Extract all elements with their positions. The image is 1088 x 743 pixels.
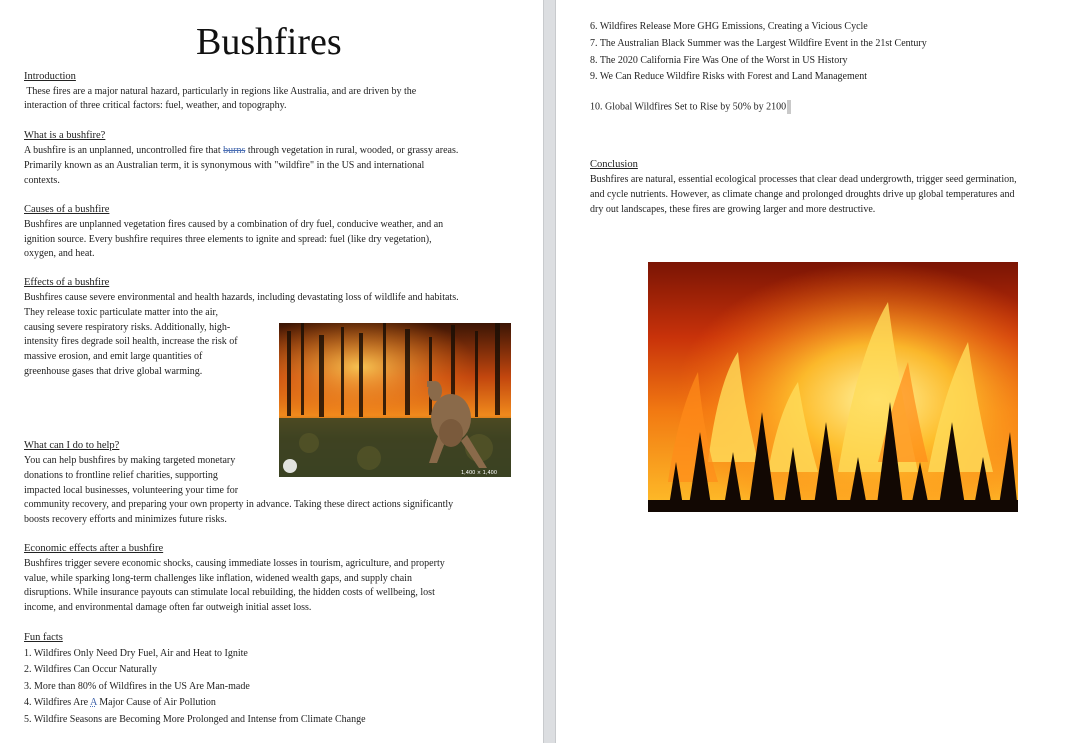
what-line-1[interactable] — [24, 144, 458, 159]
intro-line-1[interactable]: These fires are a major natural hazard, particularly in regions like Australia, and are driven by the — [24, 86, 417, 97]
fun-fact-10-text: 10. Global Wildfires Set to Rise by 50% by 2100 — [590, 101, 787, 113]
forest-fire-illustration — [648, 262, 1018, 512]
effects-line-2[interactable]: They release toxic particulate matter into the air, — [24, 307, 218, 318]
spelling-mark-burns[interactable]: burns — [223, 145, 246, 156]
help-line-2[interactable]: donations to frontline relief charities, supporting — [24, 470, 218, 481]
fun-fact-4-end: Major Cause of Air Pollution — [96, 697, 216, 708]
text-cursor — [787, 100, 791, 114]
help-line-4[interactable]: community recovery, and preparing your own property in advance. Taking these direct actions significantly — [24, 499, 454, 510]
fun-fact-6[interactable]: 6. Wildfires Release More GHG Emissions, Creating a Vicious Cycle — [590, 21, 868, 32]
causes-line-2[interactable]: ignition source. Every bushfire requires three elements to ignite and spread: fuel (like dry vegetation), — [24, 234, 432, 245]
economic-line-4[interactable]: income, and environmental damage often far outweigh initial asset loss. — [24, 602, 312, 613]
forest-fire-image[interactable] — [648, 262, 1018, 512]
intro-line-2[interactable]: interaction of three critical factors: fuel, weather, and topography. — [24, 100, 287, 111]
economic-line-2[interactable]: value, while sparking long-term challenges like inflation, widened wealth gaps, and supply chain — [24, 573, 412, 584]
page-gutter — [543, 0, 556, 743]
conclusion-line-1[interactable]: Bushfires are natural, essential ecological processes that clear dead undergrowth, trigger seed germination, — [590, 174, 1017, 185]
fun-fact-4-start: 4. Wildfires Are — [24, 697, 91, 708]
heading-what-is-a-bushfire[interactable]: What is a bushfire? — [24, 130, 106, 141]
economic-line-3[interactable]: disruptions. While insurance payouts can stimulate local rebuilding, the hidden costs of wellbeing, lost — [24, 587, 435, 598]
fun-fact-10[interactable] — [590, 100, 791, 114]
effects-line-5[interactable]: massive erosion, and emit large quantities of — [24, 351, 203, 362]
fun-fact-3[interactable]: 3. More than 80% of Wildfires in the US Are Man-made — [24, 681, 250, 692]
conclusion-line-2[interactable]: and cycle nutrients. However, as climate change and prolonged droughts drive up global temperatures and — [590, 189, 1015, 200]
causes-line-1[interactable]: Bushfires are unplanned vegetation fires caused by a combination of dry fuel, conducive weather, and an — [24, 219, 444, 230]
fun-fact-1[interactable]: 1. Wildfires Only Need Dry Fuel, Air and Heat to Ignite — [24, 648, 248, 659]
fun-fact-9[interactable]: 9. We Can Reduce Wildfire Risks with Forest and Land Management — [590, 71, 867, 82]
fun-fact-8[interactable]: 8. The 2020 California Fire Was One of the Worst in US History — [590, 55, 848, 66]
grammar-mark-a[interactable]: A — [90, 697, 97, 708]
effects-line-4[interactable]: intensity fires degrade soil health, increase the risk of — [24, 336, 238, 347]
fun-fact-4[interactable] — [24, 696, 216, 710]
heading-economic[interactable]: Economic effects after a bushfire — [24, 543, 164, 554]
effects-line-3[interactable]: causing severe respiratory risks. Additionally, high- — [24, 322, 231, 333]
document-title[interactable]: Bushfires — [196, 21, 342, 63]
fun-fact-2[interactable]: 2. Wildfires Can Occur Naturally — [24, 664, 157, 675]
kangaroo-fire-image[interactable] — [279, 323, 511, 477]
what-line-2[interactable]: Primarily known as an Australian term, it is synonymous with "wildfire" in the US and international — [24, 160, 425, 171]
document-page-1[interactable] — [0, 0, 543, 743]
economic-line-1[interactable]: Bushfires trigger severe economic shocks, causing immediate losses in tourism, agriculture, and property — [24, 558, 445, 569]
causes-line-3[interactable]: oxygen, and heat. — [24, 248, 95, 259]
help-line-1[interactable]: You can help bushfires by making targeted monetary — [24, 455, 236, 466]
document-page-2[interactable] — [556, 0, 1088, 743]
heading-conclusion[interactable]: Conclusion — [590, 159, 638, 170]
fun-fact-7[interactable]: 7. The Australian Black Summer was the Largest Wildfire Event in the 21st Century — [590, 38, 927, 49]
effects-line-6[interactable]: greenhouse gases that drive global warming. — [24, 366, 203, 377]
conclusion-line-3[interactable]: dry out landscapes, these fires are growing larger and more destructive. — [590, 204, 876, 215]
kangaroo-fire-illustration — [279, 323, 511, 477]
heading-fun-facts[interactable]: Fun facts — [24, 632, 63, 643]
what-line-3[interactable]: contexts. — [24, 175, 60, 186]
effects-line-1[interactable]: Bushfires cause severe environmental and health hazards, including devastating loss of wildlife and habitats. — [24, 292, 459, 303]
image-size-badge: 1,400 × 1,400 — [461, 470, 497, 476]
what-line-1-rest: through vegetation in rural, wooded, or grassy areas. — [245, 145, 459, 156]
heading-effects[interactable]: Effects of a bushfire — [24, 277, 110, 288]
heading-help[interactable]: What can I do to help? — [24, 440, 120, 451]
heading-causes[interactable]: Causes of a bushfire — [24, 204, 110, 215]
heading-introduction[interactable]: Introduction — [24, 71, 76, 82]
what-line-1-text: A bushfire is an unplanned, uncontrolled fire that — [24, 145, 224, 156]
help-line-5[interactable]: boosts recovery efforts and minimizes future risks. — [24, 514, 227, 525]
fun-fact-5[interactable]: 5. Wildfire Seasons are Becoming More Prolonged and Intense from Climate Change — [24, 714, 366, 725]
help-line-3[interactable]: impacted local businesses, volunteering your time for — [24, 485, 239, 496]
